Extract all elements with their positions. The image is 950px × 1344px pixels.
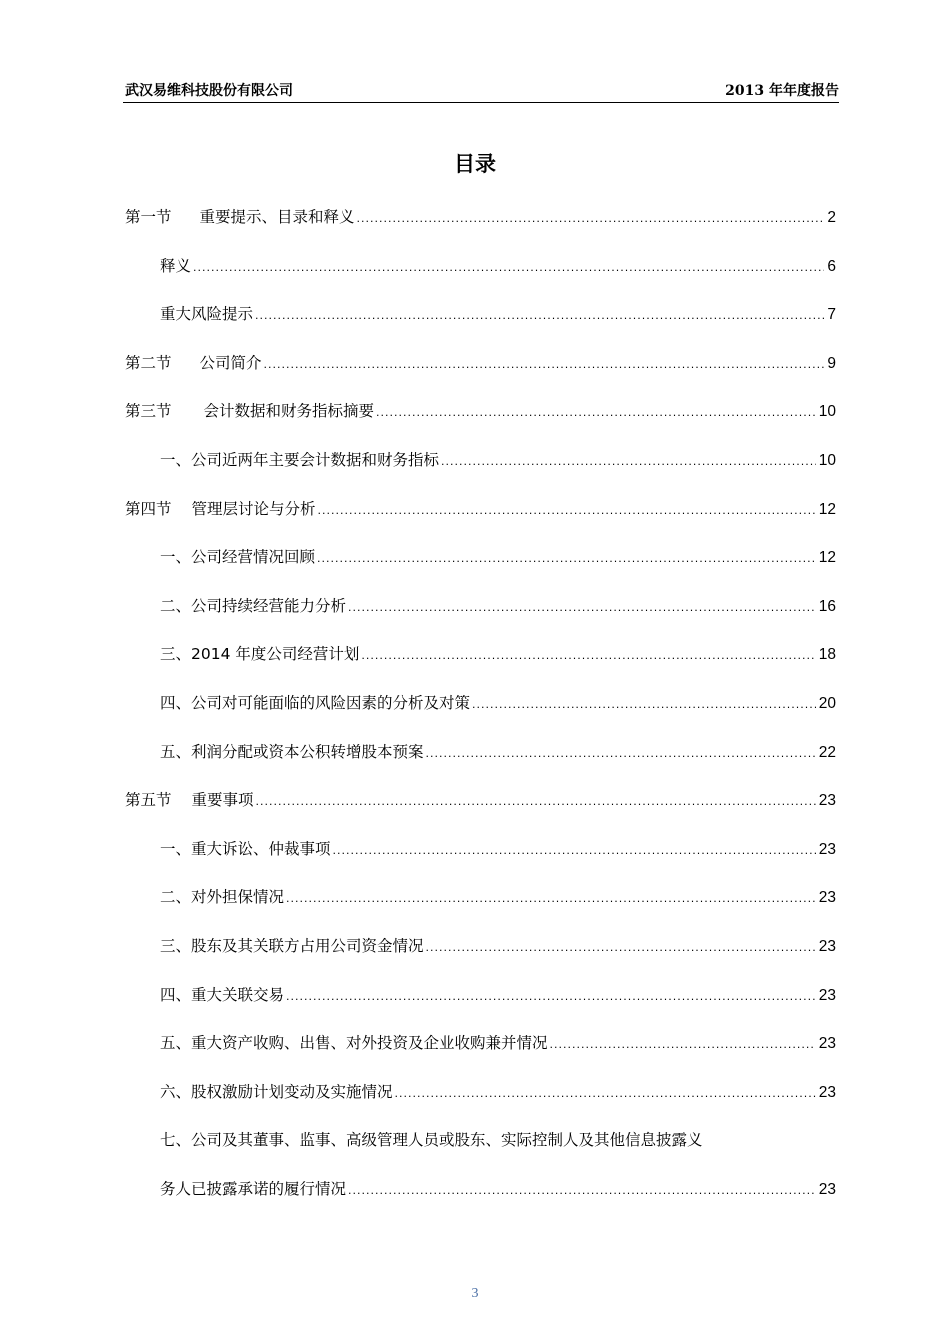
toc-entry-page: 23 [818,1180,836,1198]
toc-entry-title: 四、重大关联交易 [160,985,285,1004]
toc-entry-title: 六、股权激励计划变动及实施情况 [160,1082,393,1101]
toc-entry-title: 重大风险提示 [160,305,254,324]
toc-entry-title: 公司简介 [199,353,262,372]
dot-leader [193,253,824,283]
toc-entry[interactable] [125,1077,836,1107]
toc-section-label: 第一节 [125,208,172,226]
dot-leader [426,933,816,963]
toc-entry[interactable] [125,299,836,329]
dot-leader [441,447,816,477]
dot-leader [426,739,816,769]
page-number: 3 [471,1286,479,1301]
toc-entry-title: 释义 [160,256,192,275]
toc-entry-page: 23 [818,889,836,907]
toc-entry-page: 18 [818,646,836,664]
toc-entry-title: 七、公司及其董事、监事、高级管理人员或股东、实际控制人及其他信息披露义 [160,1131,703,1150]
toc-title: 目录 [454,152,496,176]
dot-leader [256,787,816,817]
dot-leader [550,1030,816,1060]
toc-entry-page: 16 [818,597,836,615]
dot-leader [318,496,816,526]
toc-entry-page: 22 [818,743,836,761]
toc-entry[interactable] [125,688,836,718]
dot-leader [348,593,816,623]
toc-entry[interactable] [125,494,836,524]
toc-entry-title: 五、重大资产收购、出售、对外投资及企业收购兼并情况 [160,1034,548,1053]
toc-entry-page: 23 [818,986,836,1004]
toc-entry-title: 五、利润分配或资本公积转增股本预案 [160,742,424,761]
toc-entry-page: 10 [818,452,836,469]
toc-entry-page: 6 [827,257,836,275]
dot-leader [357,204,825,234]
page-header [123,78,839,103]
toc-section-label: 第三节 [125,402,172,421]
toc-entry-page: 9 [827,354,836,372]
toc-entry[interactable] [125,639,836,669]
dot-leader [348,1176,816,1206]
dot-leader [317,544,816,574]
toc-entry-title: 二、对外担保情况 [160,888,285,907]
toc-entry-page: 12 [818,500,836,518]
toc-entry[interactable] [125,980,836,1010]
toc-entry-title: 一、公司经营情况回顾 [160,548,316,567]
report-title: 2013 年年度报告 [725,83,839,99]
dot-leader [286,982,816,1012]
toc-entry-title-continued: 务人已披露承诺的履行情况 [160,1179,347,1198]
toc-entry-page: 23 [818,1035,836,1053]
toc-entry-title: 重要事项 [191,791,254,810]
toc-entry-title: 会计数据和财务指标摘要 [203,402,375,421]
toc-entry[interactable] [125,396,836,426]
toc-section-label: 第二节 [125,353,172,372]
dot-leader [255,301,824,331]
dot-leader [264,350,825,380]
toc-entry-title: 二、公司持续经营能力分析 [160,596,347,615]
toc-entry-title: 四、公司对可能面临的风险因素的分析及对策 [160,694,471,712]
toc-entry-page: 7 [827,306,836,324]
company-name: 武汉易维科技股份有限公司 [125,83,293,99]
toc-entry-title: 一、公司近两年主要会计数据和财务指标 [160,451,440,469]
toc-entry-title: 一、重大诉讼、仲裁事项 [160,839,331,858]
dot-leader [472,690,816,720]
dot-leader [361,641,815,671]
toc-entry-title: 三、股东及其关联方占用公司资金情况 [160,937,424,955]
toc-entry-page: 12 [818,549,836,567]
toc-entry[interactable] [125,931,836,961]
toc-entry-title: 三、2014 年度公司经营计划 [160,645,360,664]
toc-entry-page: 20 [818,695,836,712]
toc-entry[interactable] [125,348,836,378]
toc-entry[interactable] [125,834,836,864]
toc-entry-page: 2 [827,209,836,226]
dot-leader [333,836,816,866]
toc-entry[interactable] [125,202,836,232]
dot-leader [286,884,816,914]
toc-entry-title: 重要提示、目录和释义 [199,208,355,226]
toc-entry-page: 23 [818,1083,836,1101]
toc-entry[interactable] [125,445,836,475]
toc-entry-page: 23 [818,840,836,858]
toc-entry[interactable] [125,1125,836,1204]
toc-section-label: 第四节 [125,499,172,518]
toc-entry[interactable] [125,737,836,767]
toc-section-label: 第五节 [125,791,172,810]
toc-entry[interactable] [125,542,836,572]
toc-entry[interactable] [125,882,836,912]
toc-entry[interactable] [125,785,836,815]
toc-entry[interactable] [125,1028,836,1058]
toc-entry-title: 管理层讨论与分析 [191,499,316,518]
dot-leader [376,398,816,428]
toc-entry[interactable] [125,251,836,281]
toc-entry[interactable] [125,591,836,621]
toc-entry-page: 23 [818,792,836,810]
toc-entry-page: 23 [818,938,836,955]
dot-leader [395,1079,816,1109]
toc-entry-page: 10 [818,403,836,421]
